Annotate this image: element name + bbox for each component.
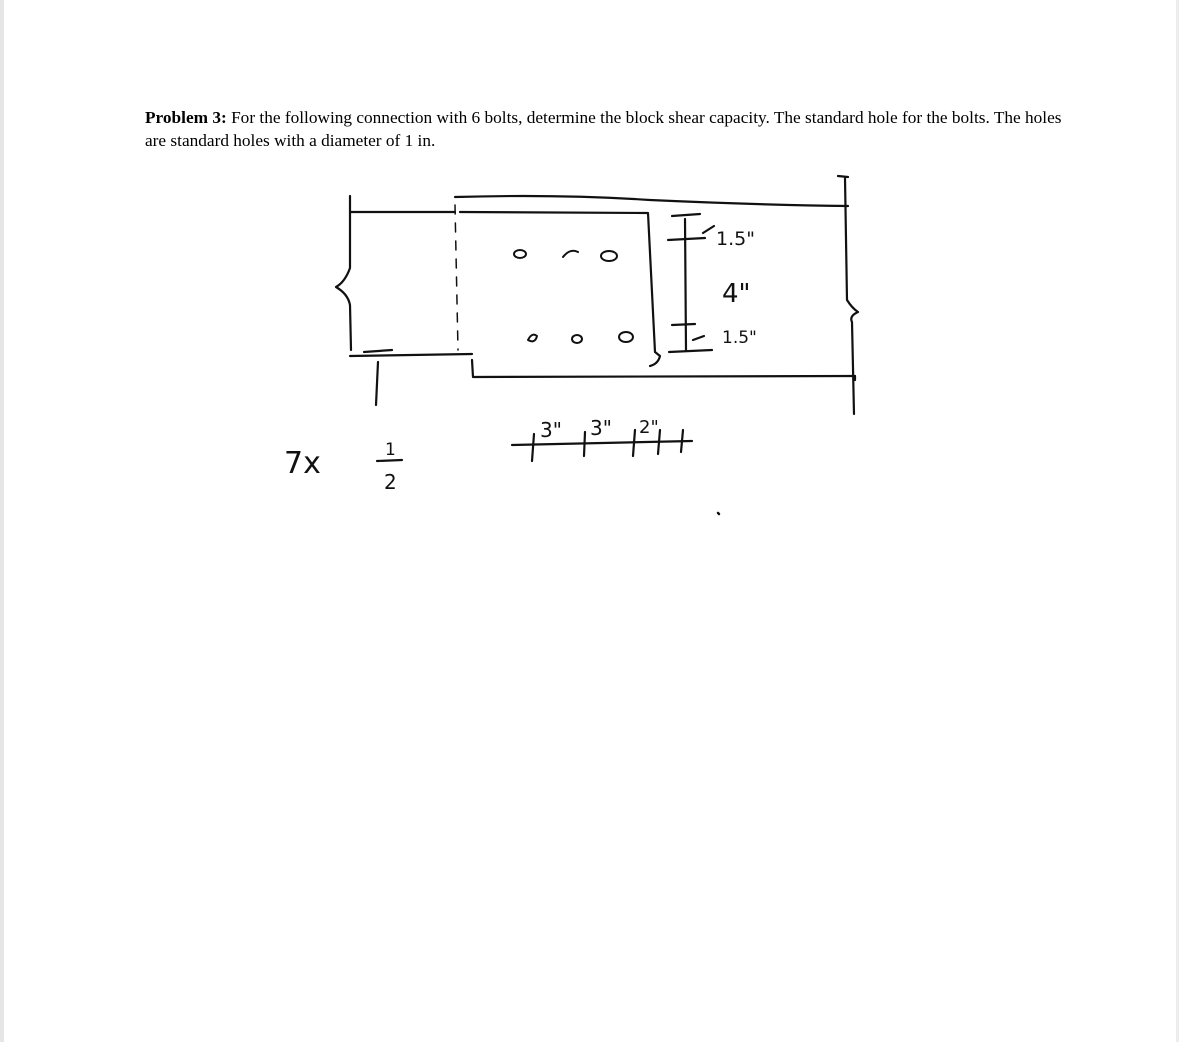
size-leader-tick	[364, 350, 392, 352]
bottom-edge-dimension: 1.5"	[722, 328, 757, 348]
block-shear-outline	[460, 212, 660, 366]
plate-size-label	[284, 440, 402, 494]
right-plate-top-edge	[455, 196, 848, 206]
left-plate-hidden-end	[455, 205, 458, 350]
problem-label: Problem 3:	[145, 108, 227, 127]
bolt-hole	[601, 251, 617, 261]
left-plate-bottom-edge	[350, 354, 472, 356]
fraction-bar	[377, 460, 402, 461]
top-edge-dimension: 1.5"	[716, 228, 755, 250]
problem-text: For the following connection with 6 bolts, determine the block shear capacity. The standard hole for the bolts. The holes are standard holes with a diameter of 1 in.	[145, 108, 1062, 150]
bolt-hole	[563, 251, 578, 257]
bolt-hole	[514, 250, 526, 258]
bolt-hole	[528, 335, 537, 342]
bolt-holes	[514, 250, 633, 343]
vertical-dimension-chain	[668, 214, 714, 352]
stray-mark	[718, 513, 719, 514]
left-plate	[350, 205, 472, 356]
bolt-hole	[572, 335, 582, 343]
plate-size-denominator: 2	[384, 470, 397, 494]
right-plate-bottom-edge	[472, 360, 855, 377]
plate-size-numerator: 1	[385, 440, 396, 460]
pitch-2-dimension: 3"	[590, 416, 612, 440]
end-distance-dimension: 2"	[639, 417, 659, 438]
plate-size-prefix: 7x	[284, 446, 321, 481]
pitch-1-dimension: 3"	[540, 418, 562, 442]
size-leader	[376, 362, 378, 405]
gauge-dimension: 4"	[722, 279, 751, 309]
bolt-hole	[619, 332, 633, 342]
left-width-brace	[336, 196, 351, 350]
